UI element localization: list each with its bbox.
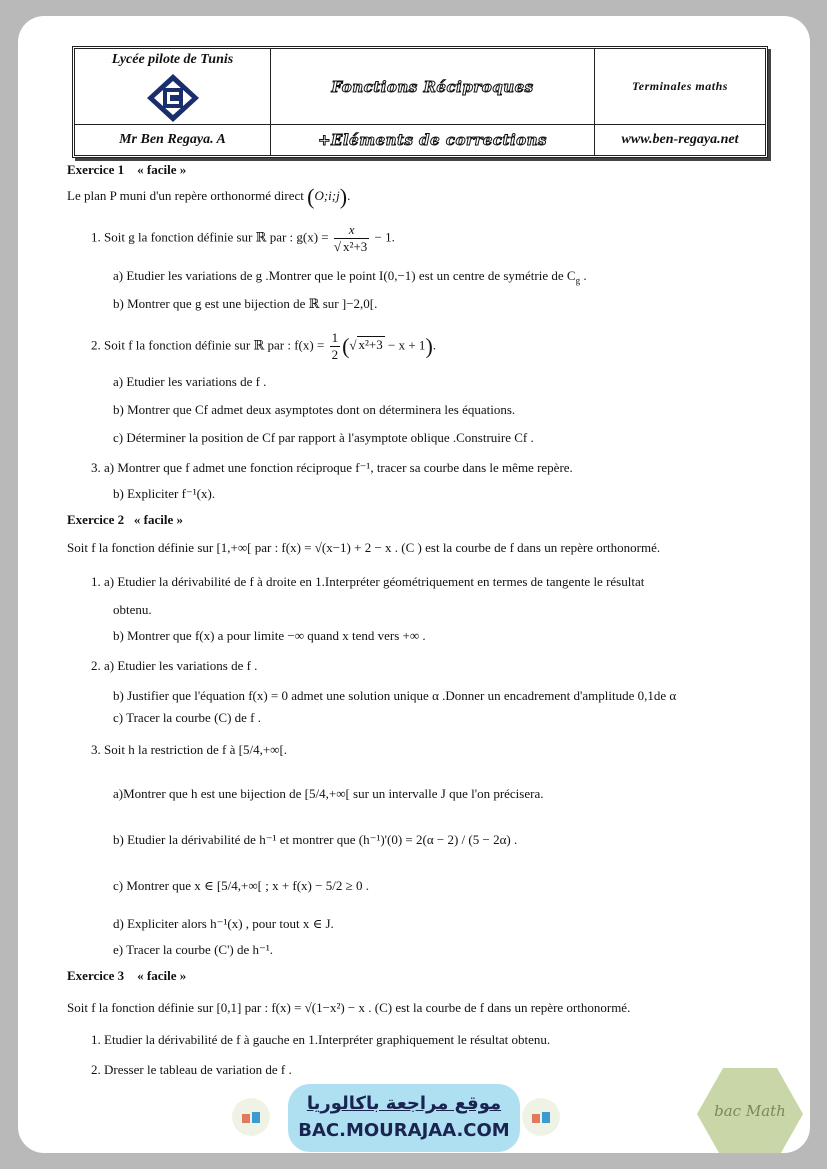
ex2-q2c: c) Tracer la courbe (C) de f . bbox=[113, 710, 261, 725]
ex3-heading: Exercice 3 « facile » bbox=[67, 968, 187, 983]
ex2-intro: Soit f la fonction définie sur [1,+∞[ par : f(x) = √(x−1) + 2 − x . (C ) est la courbe de f dans un repère orthonormé. bbox=[67, 540, 661, 555]
ex3-q1: 1. Etudier la dérivabilité de f à gauche en 1.Interpréter graphiquement le résultat obtenu. bbox=[91, 1032, 551, 1047]
ex1-intro: Le plan P muni d'un repère orthonormé direct (O;i;j). bbox=[67, 184, 351, 209]
level-cell bbox=[595, 49, 765, 125]
subtitle-cell bbox=[271, 125, 595, 155]
ex2-q2b: b) Justifier que l'équation f(x) = 0 admet une solution unique α .Donner un encadrement d'amplitude 0,1de α bbox=[113, 688, 677, 703]
ex2-q1b: b) Montrer que f(x) a pour limite −∞ quand x tend vers +∞ . bbox=[113, 628, 426, 643]
ex2-q3: 3. Soit h la restriction de f à [5/4,+∞[. bbox=[91, 742, 288, 757]
ex2-q3e: e) Tracer la courbe (C') de h⁻¹. bbox=[113, 942, 274, 957]
ex2-q3a: a)Montrer que h est une bijection de [5/4,+∞[ sur un intervalle J que l'on précisera. bbox=[113, 786, 544, 801]
ex2-q3c: c) Montrer que x ∈ [5/4,+∞[ ; x + f(x) − 5/2 ≥ 0 . bbox=[113, 878, 369, 893]
website-link[interactable]: www.ben-regaya.net bbox=[621, 132, 739, 147]
header-table bbox=[72, 46, 768, 158]
ex3-q2: 2. Dresser le tableau de variation de f . bbox=[91, 1062, 292, 1077]
ex1-q2a: a) Etudier les variations de f . bbox=[113, 374, 267, 389]
ex2-q1a: 1. a) Etudier la dérivabilité de f à droite en 1.Interpréter géométriquement en termes de tangente le résultat bbox=[91, 574, 645, 589]
ex1-q3a: 3. a) Montrer que f admet une fonction réciproque f⁻¹, tracer sa courbe dans le même repère. bbox=[91, 460, 573, 475]
school-logo-icon bbox=[145, 72, 201, 124]
ex1-q1: 1. Soit g la fonction définie sur ℝ par : g(x) = $\frac{x}{\text{√ x²+3}}$ − 1. bbox=[91, 222, 395, 254]
ex1-q3b: b) Expliciter f⁻¹(x). bbox=[113, 486, 216, 501]
doc-subtitle: +Eléments de corrections bbox=[317, 131, 548, 149]
ex2-q3d: d) Expliciter alors h⁻¹(x) , pour tout x ∈ J. bbox=[113, 916, 334, 931]
banner-arabic: موقع مراجعة باكالوريا bbox=[306, 1093, 502, 1114]
right-badge-icon bbox=[522, 1098, 560, 1136]
ex2-q1a-cont: obtenu. bbox=[113, 602, 152, 617]
website-cell bbox=[595, 125, 765, 155]
worksheet-page bbox=[18, 16, 810, 1153]
banner-site: BAC.MOURAJAA.COM bbox=[298, 1120, 510, 1141]
title-cell bbox=[271, 49, 595, 125]
ex1-q2b: b) Montrer que Cf admet deux asymptotes dont on déterminera les équations. bbox=[113, 402, 516, 417]
ex1-q1b: b) Montrer que g est une bijection de ℝ sur ]−2,0[. bbox=[113, 296, 378, 311]
teacher-name: Mr Ben Regaya. A bbox=[119, 132, 226, 147]
ex2-heading: Exercice 2 « facile » bbox=[67, 512, 183, 527]
left-badge-icon bbox=[232, 1098, 270, 1136]
site-banner[interactable] bbox=[288, 1084, 520, 1152]
ex1-q2c: c) Déterminer la position de Cf par rapport à l'asymptote oblique .Construire Cf . bbox=[113, 430, 534, 445]
ex2-q2a: 2. a) Etudier les variations de f . bbox=[91, 658, 258, 673]
ex1-q1a: a) Etudier les variations de g .Montrer que le point I(0,−1) est un centre de symétrie de $C_g$ . bbox=[113, 268, 587, 286]
ex3-intro: Soit f la fonction définie sur [0,1] par : f(x) = √(1−x²) − x . (C) est la courbe de f dans un repère orthonormé. bbox=[67, 1000, 631, 1015]
ex1-q2: 2. Soit f la fonction définie sur ℝ par : f(x) = $\frac{1}{2}$ (√ x²+3 − x + 1). bbox=[91, 330, 437, 362]
school-cell bbox=[75, 49, 271, 125]
ex2-q3b: b) Etudier la dérivabilité de h⁻¹ et montrer que (h⁻¹)'(0) = 2(α − 2) / (5 − 2α) . bbox=[113, 832, 518, 847]
teacher-cell bbox=[75, 125, 271, 155]
level-label: Terminales maths bbox=[632, 79, 728, 93]
ex1-heading: Exercice 1 « facile » bbox=[67, 162, 187, 177]
bac-math-text: bac Math bbox=[714, 1102, 786, 1120]
school-name: Lycée pilote de Tunis bbox=[111, 52, 234, 67]
doc-title: Fonctions Réciproques bbox=[331, 77, 534, 96]
